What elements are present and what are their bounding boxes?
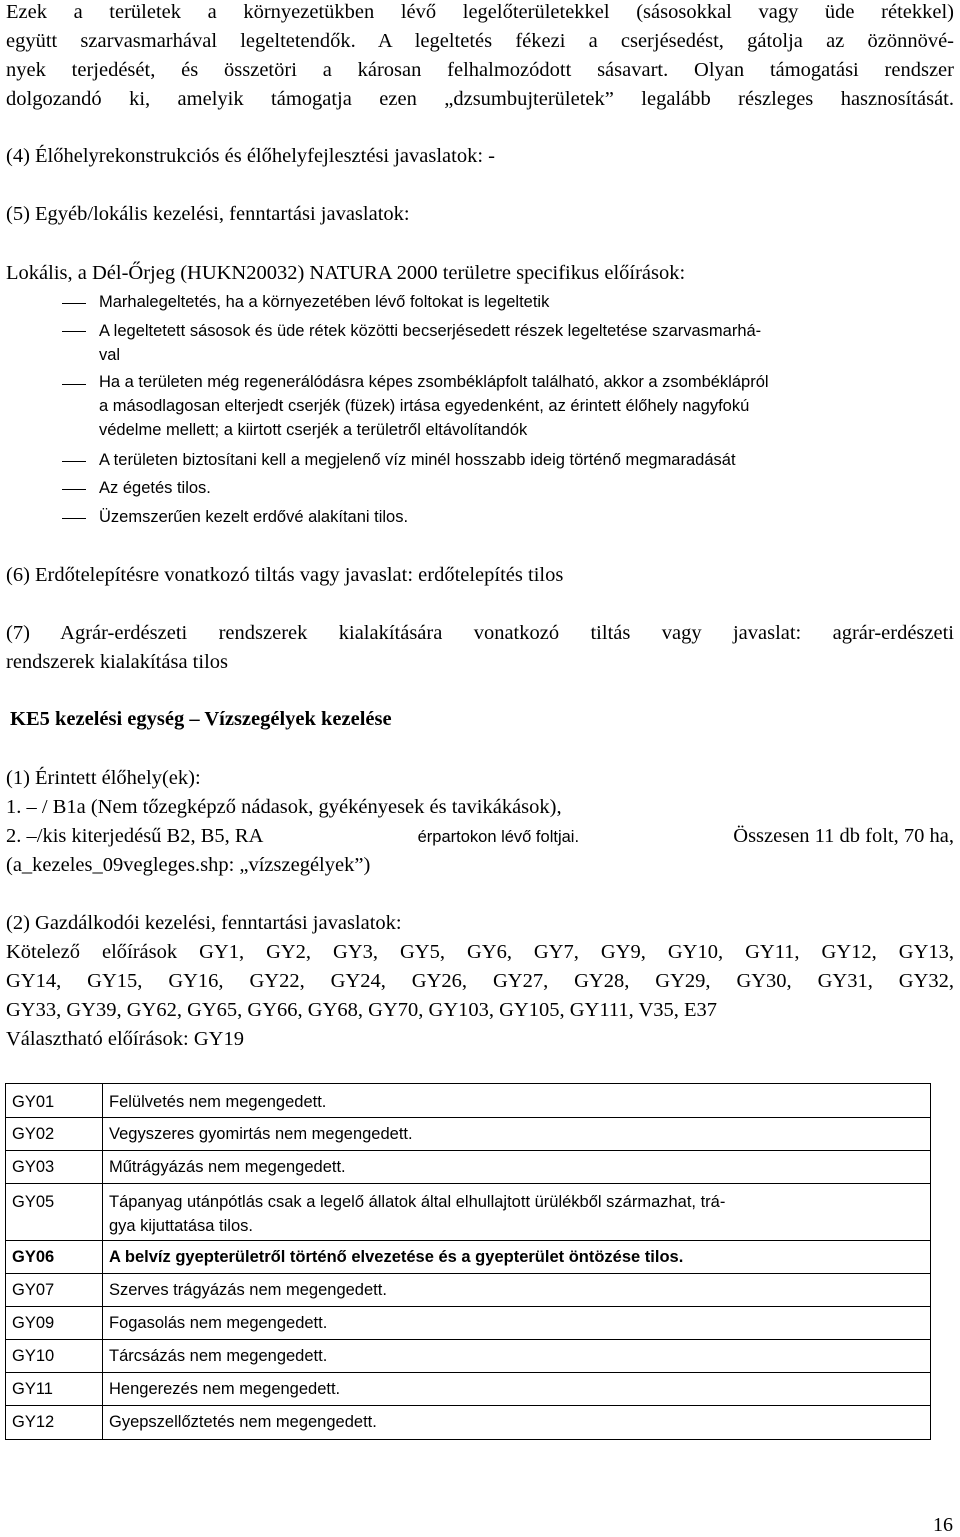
regulation-code: GY01 bbox=[6, 1084, 103, 1118]
dash-bullet bbox=[62, 518, 86, 519]
table-row bbox=[6, 1307, 931, 1340]
table-row bbox=[6, 1241, 931, 1274]
dash-bullet bbox=[62, 461, 86, 462]
section-2-title: (2) Gazdálkodói kezelési, fenntartási javaslatok: bbox=[6, 912, 402, 934]
regulations-table bbox=[5, 1083, 931, 1440]
table-row bbox=[6, 1340, 931, 1373]
mandatory-line: GY33, GY39, GY62, GY65, GY66, GY68, GY70, GY103, GY105, GY111, V35, E37 bbox=[6, 999, 718, 1021]
regulation-code: GY09 bbox=[6, 1307, 103, 1340]
regulation-text: Gyepszellőztetés nem megengedett. bbox=[103, 1406, 931, 1440]
section-7-line-1: (7) Agrár-erdészeti rendszerek kialakítására vonatkozó tiltás vagy javaslat: agrár-erdészeti bbox=[6, 622, 954, 644]
regulation-code: GY02 bbox=[6, 1118, 103, 1151]
habitat-item-2-part-c: Összesen 11 db folt, 70 ha, bbox=[733, 825, 954, 847]
regulation-text: Felülvetés nem megengedett. bbox=[103, 1084, 931, 1118]
list-item: Üzemszerűen kezelt erdővé alakítani tilos. bbox=[99, 508, 409, 526]
list-item: Az égetés tilos. bbox=[99, 479, 211, 497]
list-item: Ha a területen még regenerálódásra képes zsombéklápfolt található, akkor a zsombéklápról a másodlagosan elterjedt cserjék (füzek) irtása egyedenként, az érintett élőhely nagyfokú védelme mellett; a kiirtott cserjék a területről eltávolítandók bbox=[99, 373, 769, 439]
section-6-afforestation: (6) Erdőtelepítésre vonatkozó tiltás vagy javaslat: erdőtelepítés tilos bbox=[6, 564, 564, 586]
table-row bbox=[6, 1373, 931, 1406]
regulation-text: Fogasolás nem megengedett. bbox=[103, 1307, 931, 1340]
intro-line: nyek terjedését, és összetöri a károsan felhalmozódott sásavart. Olyan támogatási rendszer bbox=[6, 59, 954, 81]
regulation-text: Tárcsázás nem megengedett. bbox=[103, 1340, 931, 1373]
habitat-item-2-part-a: 2. –/kis kiterjedésű B2, B5, RA bbox=[6, 825, 264, 847]
habitat-item-1: 1. – / B1a (Nem tőzegképző nádasok, gyékényesek és tavikákások), bbox=[6, 796, 562, 818]
section-5-other-proposals: (5) Egyéb/lokális kezelési, fenntartási javaslatok: bbox=[6, 203, 410, 225]
section-4-habitat-reconstruction: (4) Élőhelyrekonstrukciós és élőhelyfejlesztési javaslatok: - bbox=[6, 145, 495, 167]
table-row bbox=[6, 1084, 931, 1118]
dash-bullet bbox=[62, 489, 86, 490]
section-7-line-2: rendszerek kialakítása tilos bbox=[6, 651, 228, 673]
intro-line: Ezek a területek a környezetükben lévő legelőterületekkel (sásosokkal vagy üde rétekkel) bbox=[6, 1, 954, 23]
regulation-code: GY10 bbox=[6, 1340, 103, 1373]
regulation-text: Vegyszeres gyomirtás nem megengedett. bbox=[103, 1118, 931, 1151]
list-item: A területen biztosítani kell a megjelenő víz minél hosszabb ideig történő megmaradását bbox=[99, 451, 736, 469]
local-prescriptions-heading: Lokális, a Dél-Őrjeg (HUKN20032) NATURA 2000 területre specifikus előírások: bbox=[6, 262, 686, 284]
mandatory-line: GY14, GY15, GY16, GY22, GY24, GY26, GY27, GY28, GY29, GY30, GY31, GY32, bbox=[6, 970, 954, 992]
dash-bullet bbox=[62, 331, 86, 332]
table-row bbox=[6, 1274, 931, 1307]
intro-line: dolgozandó ki, amelyik támogatja ezen „dzsumbujterületek” legalább részleges hasznosítását. bbox=[6, 88, 954, 110]
dash-bullet bbox=[62, 303, 86, 304]
list-item: Marhalegeltetés, ha a környezetében lévő foltokat is legeltetik bbox=[99, 293, 550, 311]
regulation-text: Műtrágyázás nem megengedett. bbox=[103, 1151, 931, 1184]
regulation-code: GY12 bbox=[6, 1406, 103, 1440]
habitat-item-3: (a_kezeles_09vegleges.shp: „vízszegélyek”) bbox=[6, 854, 371, 876]
table-row bbox=[6, 1184, 931, 1241]
regulation-text: Hengerezés nem megengedett. bbox=[103, 1373, 931, 1406]
regulation-text: A belvíz gyepterületről történő elvezetése és a gyepterület öntözése tilos. bbox=[103, 1241, 931, 1274]
regulation-text: Tápanyag utánpótlás csak a legelő állatok által elhullajtott ürülékből származhat, trá- gya kijuttatása tilos. bbox=[103, 1184, 931, 1241]
optional-prescriptions: Választható előírások: GY19 bbox=[6, 1028, 244, 1050]
habitat-item-2 bbox=[6, 825, 954, 853]
regulation-code: GY05 bbox=[6, 1184, 103, 1241]
regulation-code: GY03 bbox=[6, 1151, 103, 1184]
ke5-heading: KE5 kezelési egység – Vízszegélyek kezelése bbox=[10, 708, 392, 730]
habitat-item-2-part-b: érpartokon lévő foltjai. bbox=[417, 828, 580, 846]
regulation-code: GY11 bbox=[6, 1373, 103, 1406]
list-item: A legeltetett sásosok és üde rétek közötti becserjésedett részek legeltetése szarvasmarhá- val bbox=[99, 322, 762, 364]
intro-line: együtt szarvasmarhával legeltetendők. A legeltetés fékezi a cserjésedést, gátolja az özönnövé- bbox=[6, 30, 954, 52]
table-row bbox=[6, 1406, 931, 1440]
table-row bbox=[6, 1118, 931, 1151]
table-row bbox=[6, 1151, 931, 1184]
mandatory-line: Kötelező előírások GY1, GY2, GY3, GY5, GY6, GY7, GY9, GY10, GY11, GY12, GY13, bbox=[6, 941, 954, 963]
regulation-code: GY06 bbox=[6, 1241, 103, 1274]
regulation-code: GY07 bbox=[6, 1274, 103, 1307]
habitat-title: (1) Érintett élőhely(ek): bbox=[6, 767, 201, 789]
dash-bullet bbox=[62, 384, 86, 385]
regulation-text: Szerves trágyázás nem megengedett. bbox=[103, 1274, 931, 1307]
page-number: 16 bbox=[933, 1514, 953, 1536]
